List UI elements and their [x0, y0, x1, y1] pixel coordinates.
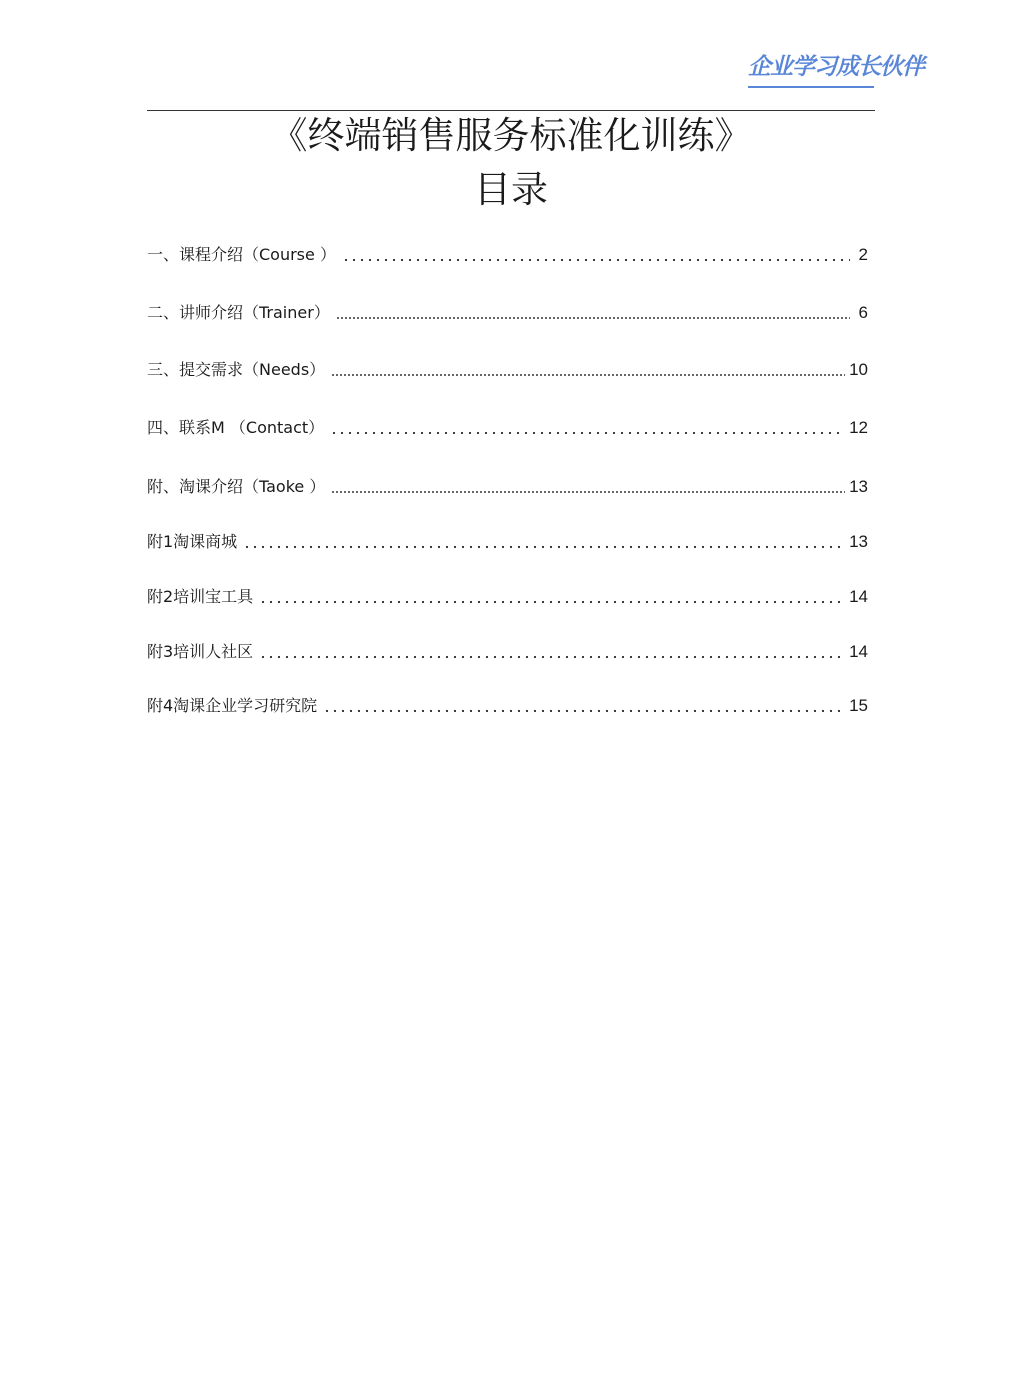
- toc-dot-leader: [259, 596, 845, 604]
- document-title: 《终端销售服务标准化训练》: [270, 114, 752, 157]
- toc-page-number: 14: [849, 642, 868, 661]
- toc-entry-label: 四、联系M （Contact）: [147, 418, 325, 437]
- header-divider: [147, 110, 875, 111]
- toc-entry-needs[interactable]: [147, 357, 868, 381]
- toc-entry-label: 附、淘课介绍（Taoke ）: [147, 477, 326, 496]
- toc-entry-trainer[interactable]: [147, 300, 868, 324]
- toc-heading: 目录: [474, 168, 548, 211]
- toc-dot-leader: [330, 427, 845, 435]
- toc-entry-label: 附2培训宝工具: [147, 587, 254, 606]
- toc-entry-label: 二、讲师介绍（Trainer）: [147, 303, 330, 322]
- toc-dot-leader: [243, 541, 845, 549]
- toc-page-number: 13: [849, 532, 868, 551]
- toc-entry-trainer-community[interactable]: [147, 639, 868, 663]
- toc-dot-leader: [323, 705, 845, 713]
- toc-page-number: 13: [849, 477, 868, 496]
- toc-dot-leader: [342, 254, 850, 262]
- toc-entry-taoke-mall[interactable]: [147, 529, 868, 553]
- toc-entry-label: 附3培训人社区: [147, 642, 254, 661]
- toc-dot-leader: [259, 651, 845, 659]
- toc-page-number: 15: [849, 696, 868, 715]
- toc-entry-label: 附1淘课商城: [147, 532, 238, 551]
- toc-entry-label: 一、课程介绍（Course ）: [147, 245, 336, 264]
- toc-entry-label: 三、提交需求（Needs）: [147, 360, 326, 379]
- toc-page-number: 14: [849, 587, 868, 606]
- toc-entry-course[interactable]: [147, 242, 868, 266]
- toc-dot-leader: [331, 369, 845, 377]
- toc-entry-label: 附4淘课企业学习研究院: [147, 696, 318, 715]
- toc-page-number: 12: [849, 418, 868, 437]
- toc-page-number: 6: [858, 303, 868, 322]
- toc-entry-research-institute[interactable]: [147, 693, 868, 717]
- header-logo: 企业学习成长伙伴: [748, 46, 874, 88]
- toc-dot-leader: [336, 312, 850, 320]
- toc-page-number: 2: [858, 245, 868, 264]
- toc-entry-taoke[interactable]: [147, 474, 868, 498]
- toc-page-number: 10: [849, 360, 868, 379]
- toc-entry-contact[interactable]: [147, 415, 868, 439]
- toc-dot-leader: [331, 486, 845, 494]
- toc-entry-training-tools[interactable]: [147, 584, 868, 608]
